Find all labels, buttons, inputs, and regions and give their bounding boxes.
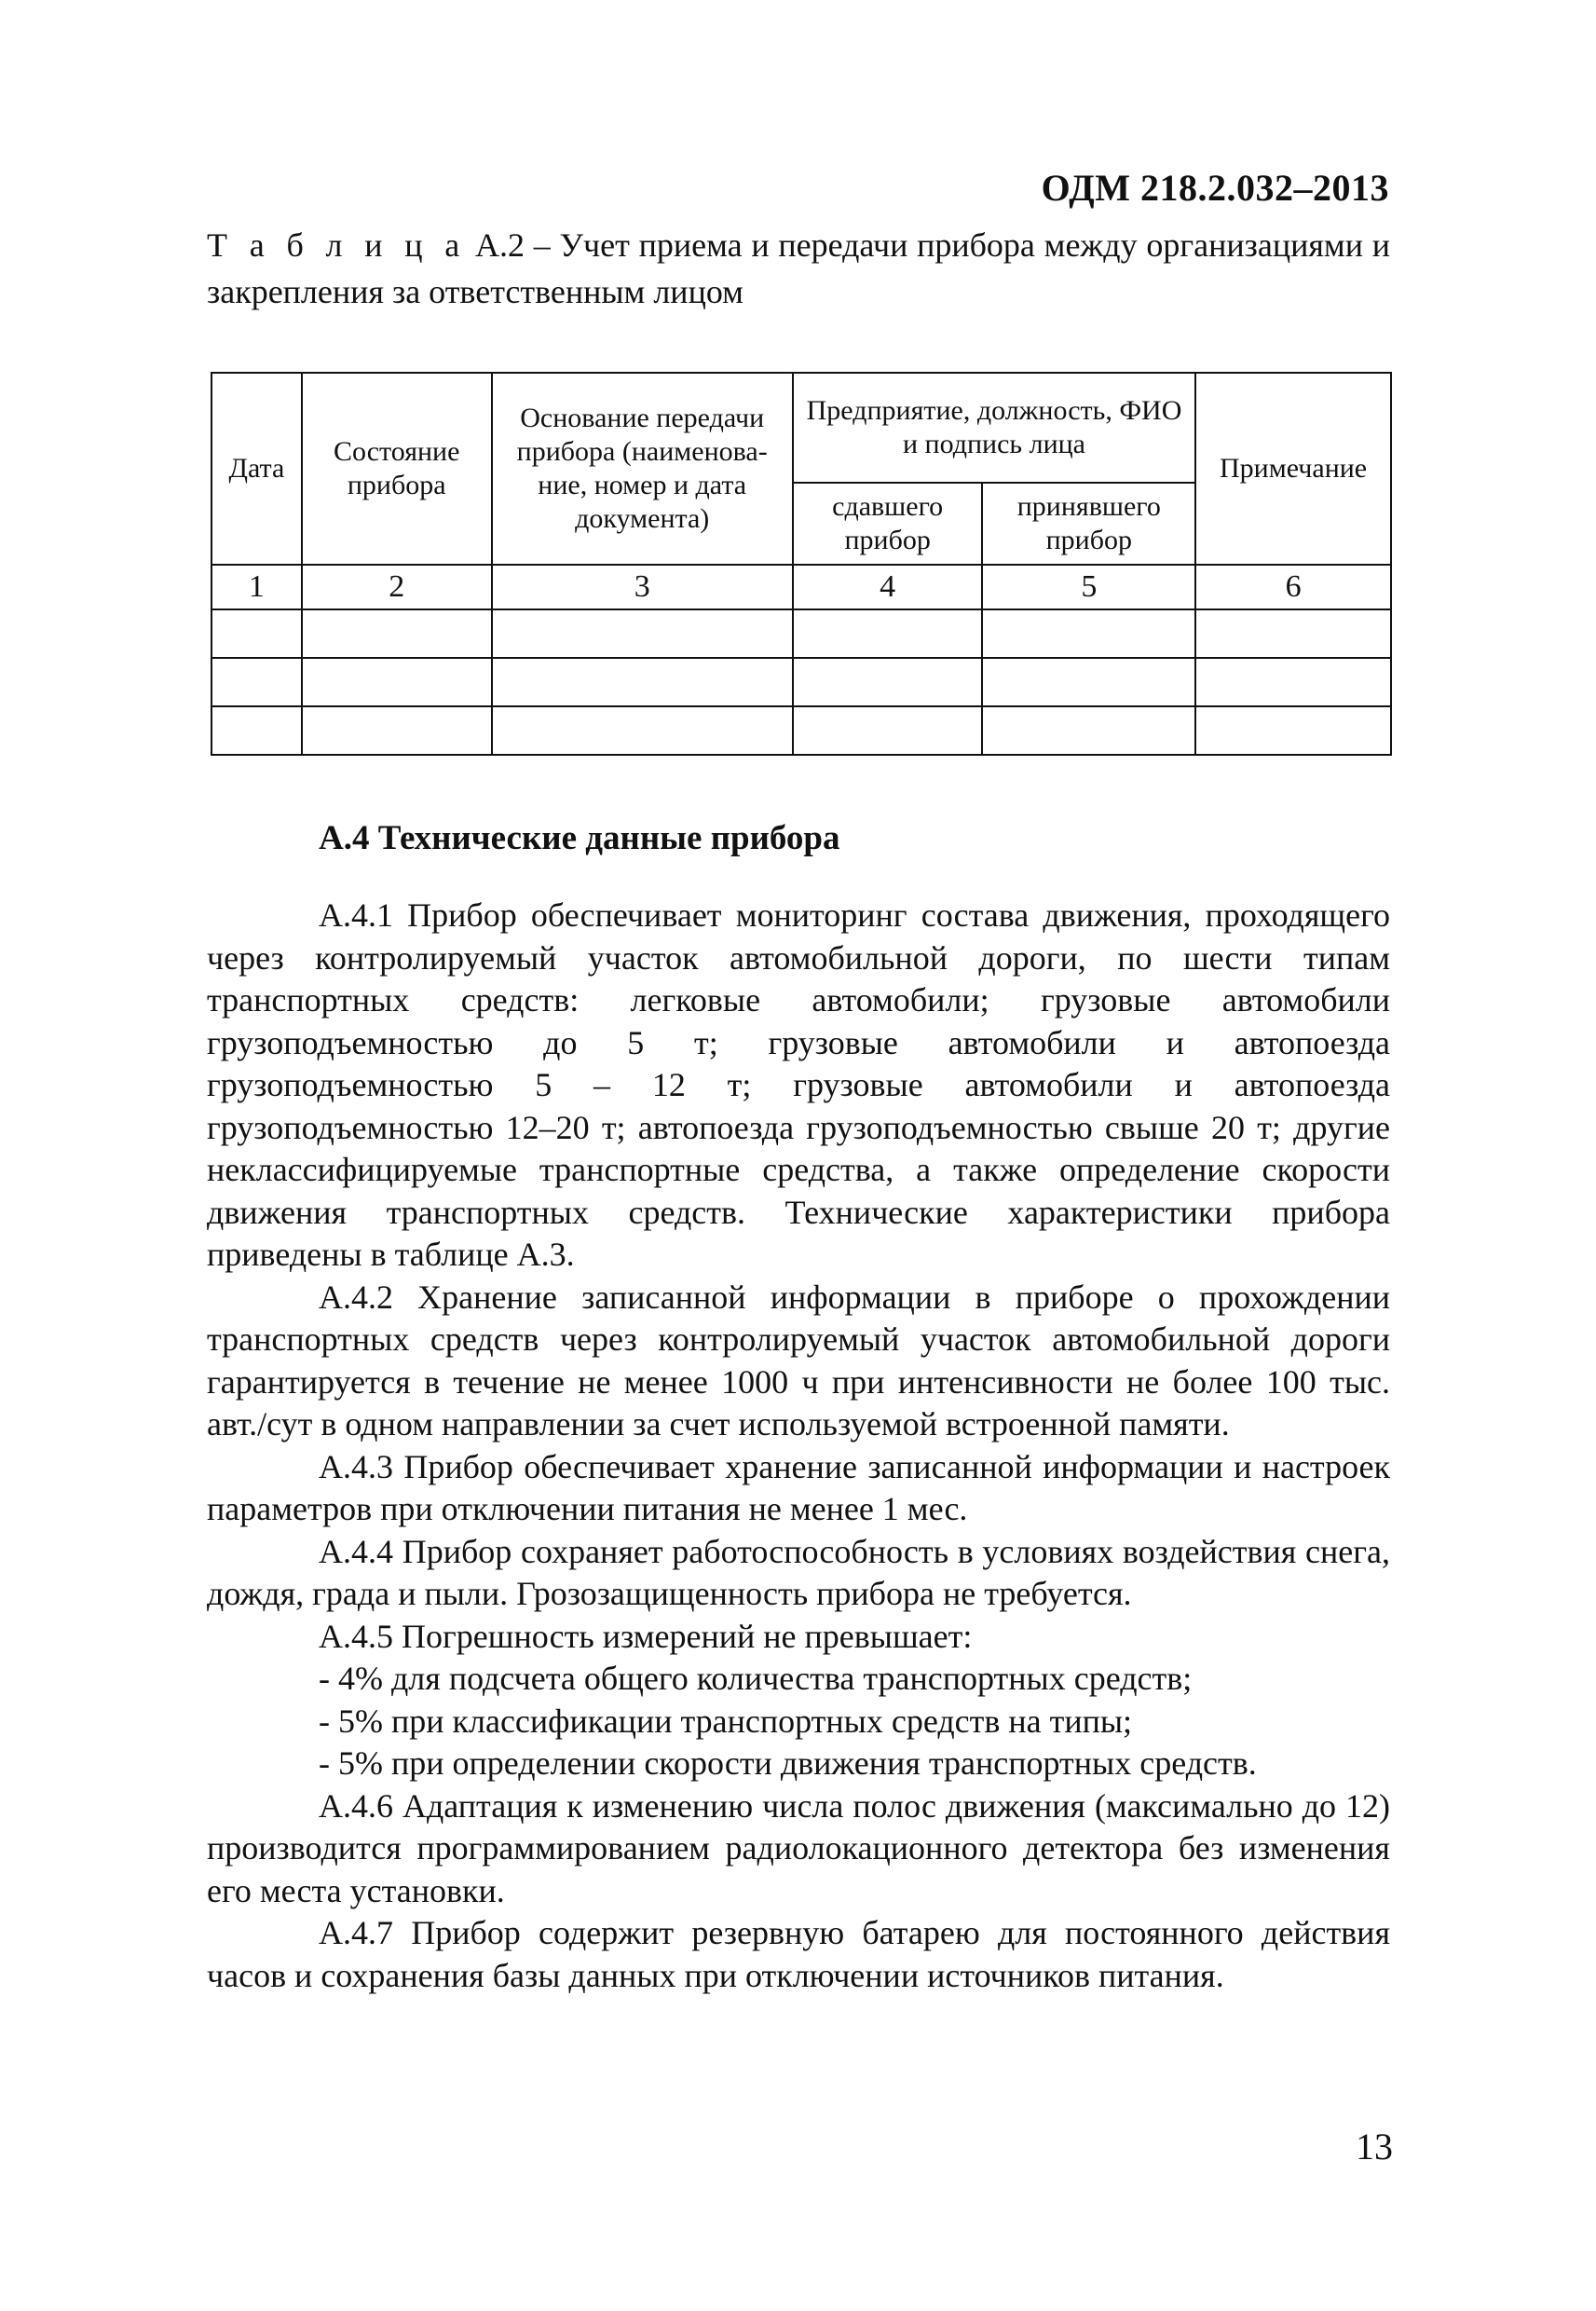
header-received: принявшего прибор bbox=[982, 483, 1195, 565]
paragraph: А.4.5 Погрешность измерений не превышает: bbox=[319, 1617, 973, 1655]
empty-cell bbox=[793, 658, 983, 706]
paragraph: А.4.6 Адаптация к изменению числа полос движения (максимально до 12) производится программированием радиолокационного детектора без изменения его места установки. bbox=[207, 1786, 1390, 1909]
empty-cell bbox=[982, 658, 1195, 706]
header-basis: Основание передачи прибора (наименова-ние, номер и дата документа) bbox=[492, 373, 793, 565]
column-number: 6 bbox=[1195, 565, 1391, 609]
empty-cell bbox=[302, 706, 492, 755]
header-enterprise: Предприятие, должность, ФИО и подпись лица bbox=[793, 373, 1195, 483]
list-item: - 5% при классификации транспортных средств на типы; bbox=[319, 1702, 1133, 1740]
paragraph: А.4.1 Прибор обеспечивает мониторинг состава движения, проходящего через контролируемый участок автомобильной дороги, по шести типам транспортных средств: легковые автомобили; грузовые автомобили грузоподъемностью до 5 т; грузовые автомобили и автопоезда грузоподъемностью 5 – 12 т; грузовые автомобили и автопоезда грузоподъемностью 12–20 т; автопоезда грузоподъемностью свыше 20 т; другие неклассифицируемые транспортные средства, а также определение скорости движения транспортных средств. Технические характеристики прибора приведены в таблице А.3. bbox=[207, 896, 1390, 1273]
empty-cell bbox=[492, 609, 793, 658]
column-number: 4 bbox=[793, 565, 983, 609]
page-number: 13 bbox=[1356, 2126, 1393, 2167]
empty-row bbox=[211, 706, 1391, 755]
header-state: Состояние прибора bbox=[302, 373, 492, 565]
empty-cell bbox=[793, 609, 983, 658]
column-numbers-row bbox=[211, 565, 1391, 609]
paragraph: А.4.4 Прибор сохраняет работоспособность в условиях воздействия снега, дождя, града и пыли. Грозозащищенность прибора не требуется. bbox=[207, 1532, 1390, 1612]
column-number: 2 bbox=[302, 565, 492, 609]
document-code: ОДМ 218.2.032–2013 bbox=[1041, 167, 1389, 209]
empty-cell bbox=[982, 609, 1195, 658]
empty-cell bbox=[211, 609, 302, 658]
section-title: А.4 Технические данные прибора bbox=[319, 819, 840, 857]
column-number: 3 bbox=[492, 565, 793, 609]
paragraph: А.4.7 Прибор содержит резервную батарею для постоянного действия часов и сохранения базы данных при отключении источников питания. bbox=[207, 1914, 1390, 1994]
empty-cell bbox=[492, 706, 793, 755]
empty-cell bbox=[211, 706, 302, 755]
table-header-row bbox=[211, 373, 1391, 483]
section-body bbox=[207, 895, 1390, 1997]
empty-row bbox=[211, 658, 1391, 706]
table-caption bbox=[207, 222, 1390, 315]
empty-cell bbox=[982, 706, 1195, 755]
list-item: - 5% при определении скорости движения транспортных средств. bbox=[319, 1744, 1257, 1782]
empty-cell bbox=[211, 658, 302, 706]
caption-label: Т а б л и ц а bbox=[207, 226, 467, 264]
empty-cell bbox=[1195, 658, 1391, 706]
list-item: - 4% для подсчета общего количества транспортных средств; bbox=[319, 1660, 1193, 1697]
caption-text: А.2 – Учет приема и передачи прибора между организациями и закрепления за ответственным лицом bbox=[207, 226, 1390, 310]
empty-row bbox=[211, 609, 1391, 658]
empty-cell bbox=[1195, 706, 1391, 755]
empty-cell bbox=[302, 609, 492, 658]
empty-cell bbox=[492, 658, 793, 706]
paragraph: А.4.2 Хранение записанной информации в приборе о прохождении транспортных средств через контролируемый участок автомобильной дороги гарантируется в течение не менее 1000 ч при интенсивности не более 100 тыс. авт./сут в одном направлении за счет используемой встроенной памяти. bbox=[207, 1278, 1390, 1443]
column-number: 5 bbox=[982, 565, 1195, 609]
empty-cell bbox=[1195, 609, 1391, 658]
column-number: 1 bbox=[211, 565, 302, 609]
paragraph: А.4.3 Прибор обеспечивает хранение записанной информации и настроек параметров при отключении питания не менее 1 мес. bbox=[207, 1447, 1390, 1527]
header-date: Дата bbox=[211, 373, 302, 565]
transfer-table bbox=[211, 372, 1392, 756]
header-gave: сдавшего прибор bbox=[793, 483, 983, 565]
header-note: Примечание bbox=[1195, 373, 1391, 565]
empty-cell bbox=[793, 706, 983, 755]
empty-cell bbox=[302, 658, 492, 706]
